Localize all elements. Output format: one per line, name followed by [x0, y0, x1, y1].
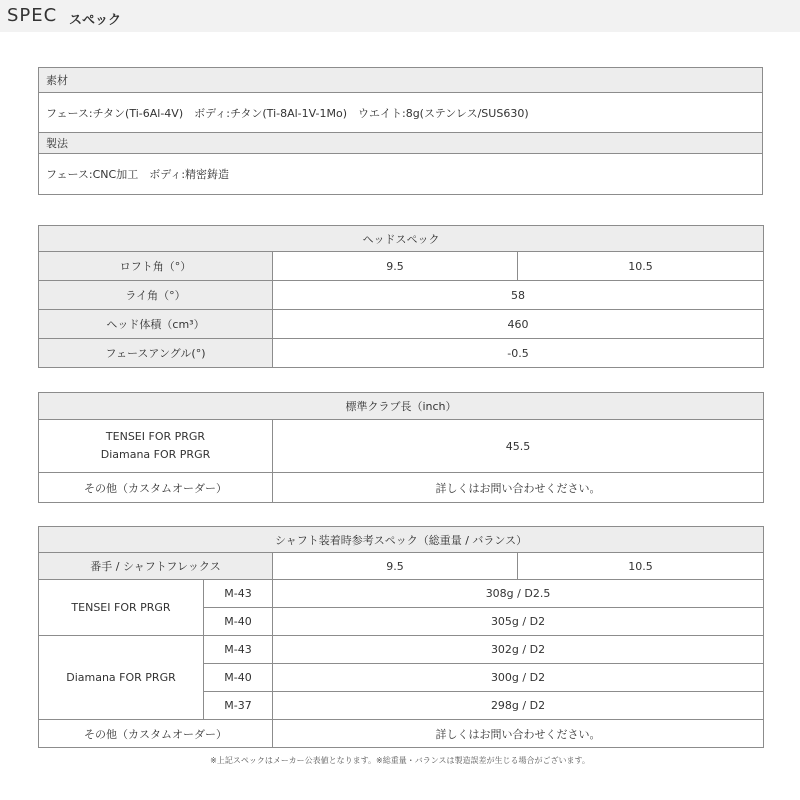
diamana-flex-2: M-40 — [204, 664, 273, 692]
shaft-spec-col-2: 10.5 — [518, 553, 764, 580]
club-length-value: 45.5 — [273, 420, 764, 473]
club-length-shaft-1: TENSEI FOR PRGR — [105, 430, 206, 443]
club-length-shafts — [39, 420, 273, 473]
head-spec-title: ヘッドスペック — [39, 226, 764, 252]
material-table — [38, 67, 763, 195]
shaft-spec-table — [38, 526, 764, 748]
head-spec-table — [38, 225, 764, 368]
spec-header-bar — [0, 0, 800, 32]
diamana-value-2: 300g / D2 — [273, 664, 764, 692]
diamana-shaft-name: Diamana FOR PRGR — [39, 636, 204, 720]
diamana-value-1: 302g / D2 — [273, 636, 764, 664]
club-length-table — [38, 392, 764, 503]
tensei-flex-2: M-40 — [204, 608, 273, 636]
diamana-flex-1: M-43 — [204, 636, 273, 664]
process-label: 製法 — [39, 133, 763, 154]
face-angle-label: フェースアングル(°) — [39, 339, 273, 368]
process-value: フェース:CNC加工 ボディ:精密鋳造 — [39, 154, 763, 195]
loft-label: ロフト角（°） — [39, 252, 273, 281]
loft-value-1: 9.5 — [273, 252, 518, 281]
lie-value: 58 — [273, 281, 764, 310]
volume-value: 460 — [273, 310, 764, 339]
club-length-other-label: その他（カスタムオーダー） — [39, 473, 273, 503]
shaft-spec-other-label: その他（カスタムオーダー） — [39, 720, 273, 748]
shaft-spec-col-1: 9.5 — [273, 553, 518, 580]
material-label: 素材 — [39, 68, 763, 93]
lie-label: ライ角（°） — [39, 281, 273, 310]
tensei-value-1: 308g / D2.5 — [273, 580, 764, 608]
face-angle-value: -0.5 — [273, 339, 764, 368]
club-length-other-value: 詳しくはお問い合わせください。 — [273, 473, 764, 503]
loft-value-2: 10.5 — [518, 252, 764, 281]
volume-label: ヘッド体積（cm³） — [39, 310, 273, 339]
tensei-value-2: 305g / D2 — [273, 608, 764, 636]
diamana-value-3: 298g / D2 — [273, 692, 764, 720]
spec-footnote: ※上記スペックはメーカー公表値となります。※総重量・バランスは製造誤差が生じる場合がございます。 — [210, 756, 590, 765]
shaft-spec-other-value: 詳しくはお問い合わせください。 — [273, 720, 764, 748]
diamana-flex-3: M-37 — [204, 692, 273, 720]
tensei-shaft-name: TENSEI FOR PRGR — [39, 580, 204, 636]
material-value: フェース:チタン(Ti-6Al-4V) ボディ:チタン(Ti-8Al-1V-1Mo) ウエイト:8g(ステンレス/SUS630) — [39, 93, 763, 133]
tensei-flex-1: M-43 — [204, 580, 273, 608]
spec-title-en: SPEC — [7, 5, 58, 26]
club-length-shaft-2: Diamana FOR PRGR — [100, 448, 211, 461]
shaft-spec-col-label: 番手 / シャフトフレックス — [39, 553, 273, 580]
spec-title-ja: スペック — [69, 13, 122, 28]
shaft-spec-title: シャフト装着時参考スペック（総重量 / バランス） — [39, 527, 764, 553]
club-length-title: 標準クラブ長（inch） — [39, 393, 764, 420]
